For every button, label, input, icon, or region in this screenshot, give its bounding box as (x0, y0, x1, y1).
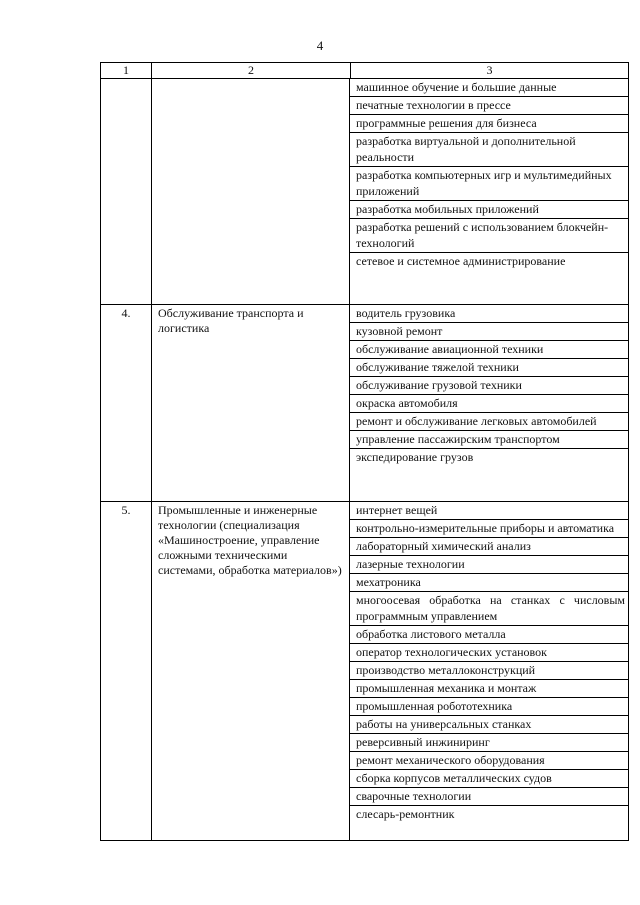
row-number (101, 79, 152, 304)
list-item: интернет вещей (350, 502, 628, 520)
list-item: ремонт и обслуживание легковых автомобилей (350, 413, 628, 431)
row-items (350, 502, 628, 840)
list-item: работы на универсальных станках (350, 716, 628, 734)
list-item: сварочные технологии (350, 788, 628, 806)
list-item: разработка виртуальной и дополнительной реальности (350, 133, 628, 167)
list-item: лазерные технологии (350, 556, 628, 574)
list-item: ремонт механического оборудования (350, 752, 628, 770)
row-area (152, 79, 350, 304)
list-item: обслуживание авиационной техники (350, 341, 628, 359)
row-items (350, 79, 628, 304)
list-item: разработка решений с использованием блокчейн-технологий (350, 219, 628, 253)
header-col-2: 2 (152, 63, 351, 78)
list-item: промышленная механика и монтаж (350, 680, 628, 698)
row-items (350, 305, 628, 501)
list-item: мехатроника (350, 574, 628, 592)
list-item: машинное обучение и большие данные (350, 79, 628, 97)
list-item: разработка мобильных приложений (350, 201, 628, 219)
list-item: экспедирование грузов (356, 450, 474, 464)
list-item: сборка корпусов металлических судов (350, 770, 628, 788)
header-col-3: 3 (486, 63, 493, 77)
table-row (101, 79, 628, 304)
header-col-1: 1 (101, 63, 152, 78)
list-item: обслуживание грузовой техники (350, 377, 628, 395)
list-item: слесарь-ремонтник (356, 807, 455, 821)
page-number: 4 (316, 38, 324, 53)
list-item: печатные технологии в прессе (350, 97, 628, 115)
list-item: программные решения для бизнеса (350, 115, 628, 133)
row-number: 4. (101, 305, 152, 501)
list-item: промышленная робототехника (350, 698, 628, 716)
list-item: управление пассажирским транспортом (350, 431, 628, 449)
list-item: обработка листового металла (350, 626, 628, 644)
competencies-table (100, 62, 629, 841)
list-item: лабораторный химический анализ (350, 538, 628, 556)
list-item: кузовной ремонт (350, 323, 628, 341)
list-item: многоосевая обработка на станках с числовым программным управлением (350, 592, 628, 626)
list-item: сетевое и системное администрирование (356, 254, 566, 268)
list-item: контрольно-измерительные приборы и автоматика (350, 520, 628, 538)
list-item: оператор технологических установок (350, 644, 628, 662)
list-item: реверсивный инжиниринг (350, 734, 628, 752)
list-item: водитель грузовика (350, 305, 628, 323)
table-row (101, 501, 628, 840)
list-item: обслуживание тяжелой техники (350, 359, 628, 377)
list-item: окраска автомобиля (350, 395, 628, 413)
row-area: Обслуживание транспорта и логистика (152, 305, 350, 501)
list-item: производство металлоконструкций (350, 662, 628, 680)
list-item: разработка компьютерных игр и мультимедийных приложений (350, 167, 628, 201)
row-number: 5. (101, 502, 152, 840)
table-row (101, 304, 628, 501)
row-area: Промышленные и инженерные технологии (специализация «Машиностроение, управление сложными техническими системами, обработка материалов») (152, 502, 350, 840)
table-header (101, 63, 628, 79)
